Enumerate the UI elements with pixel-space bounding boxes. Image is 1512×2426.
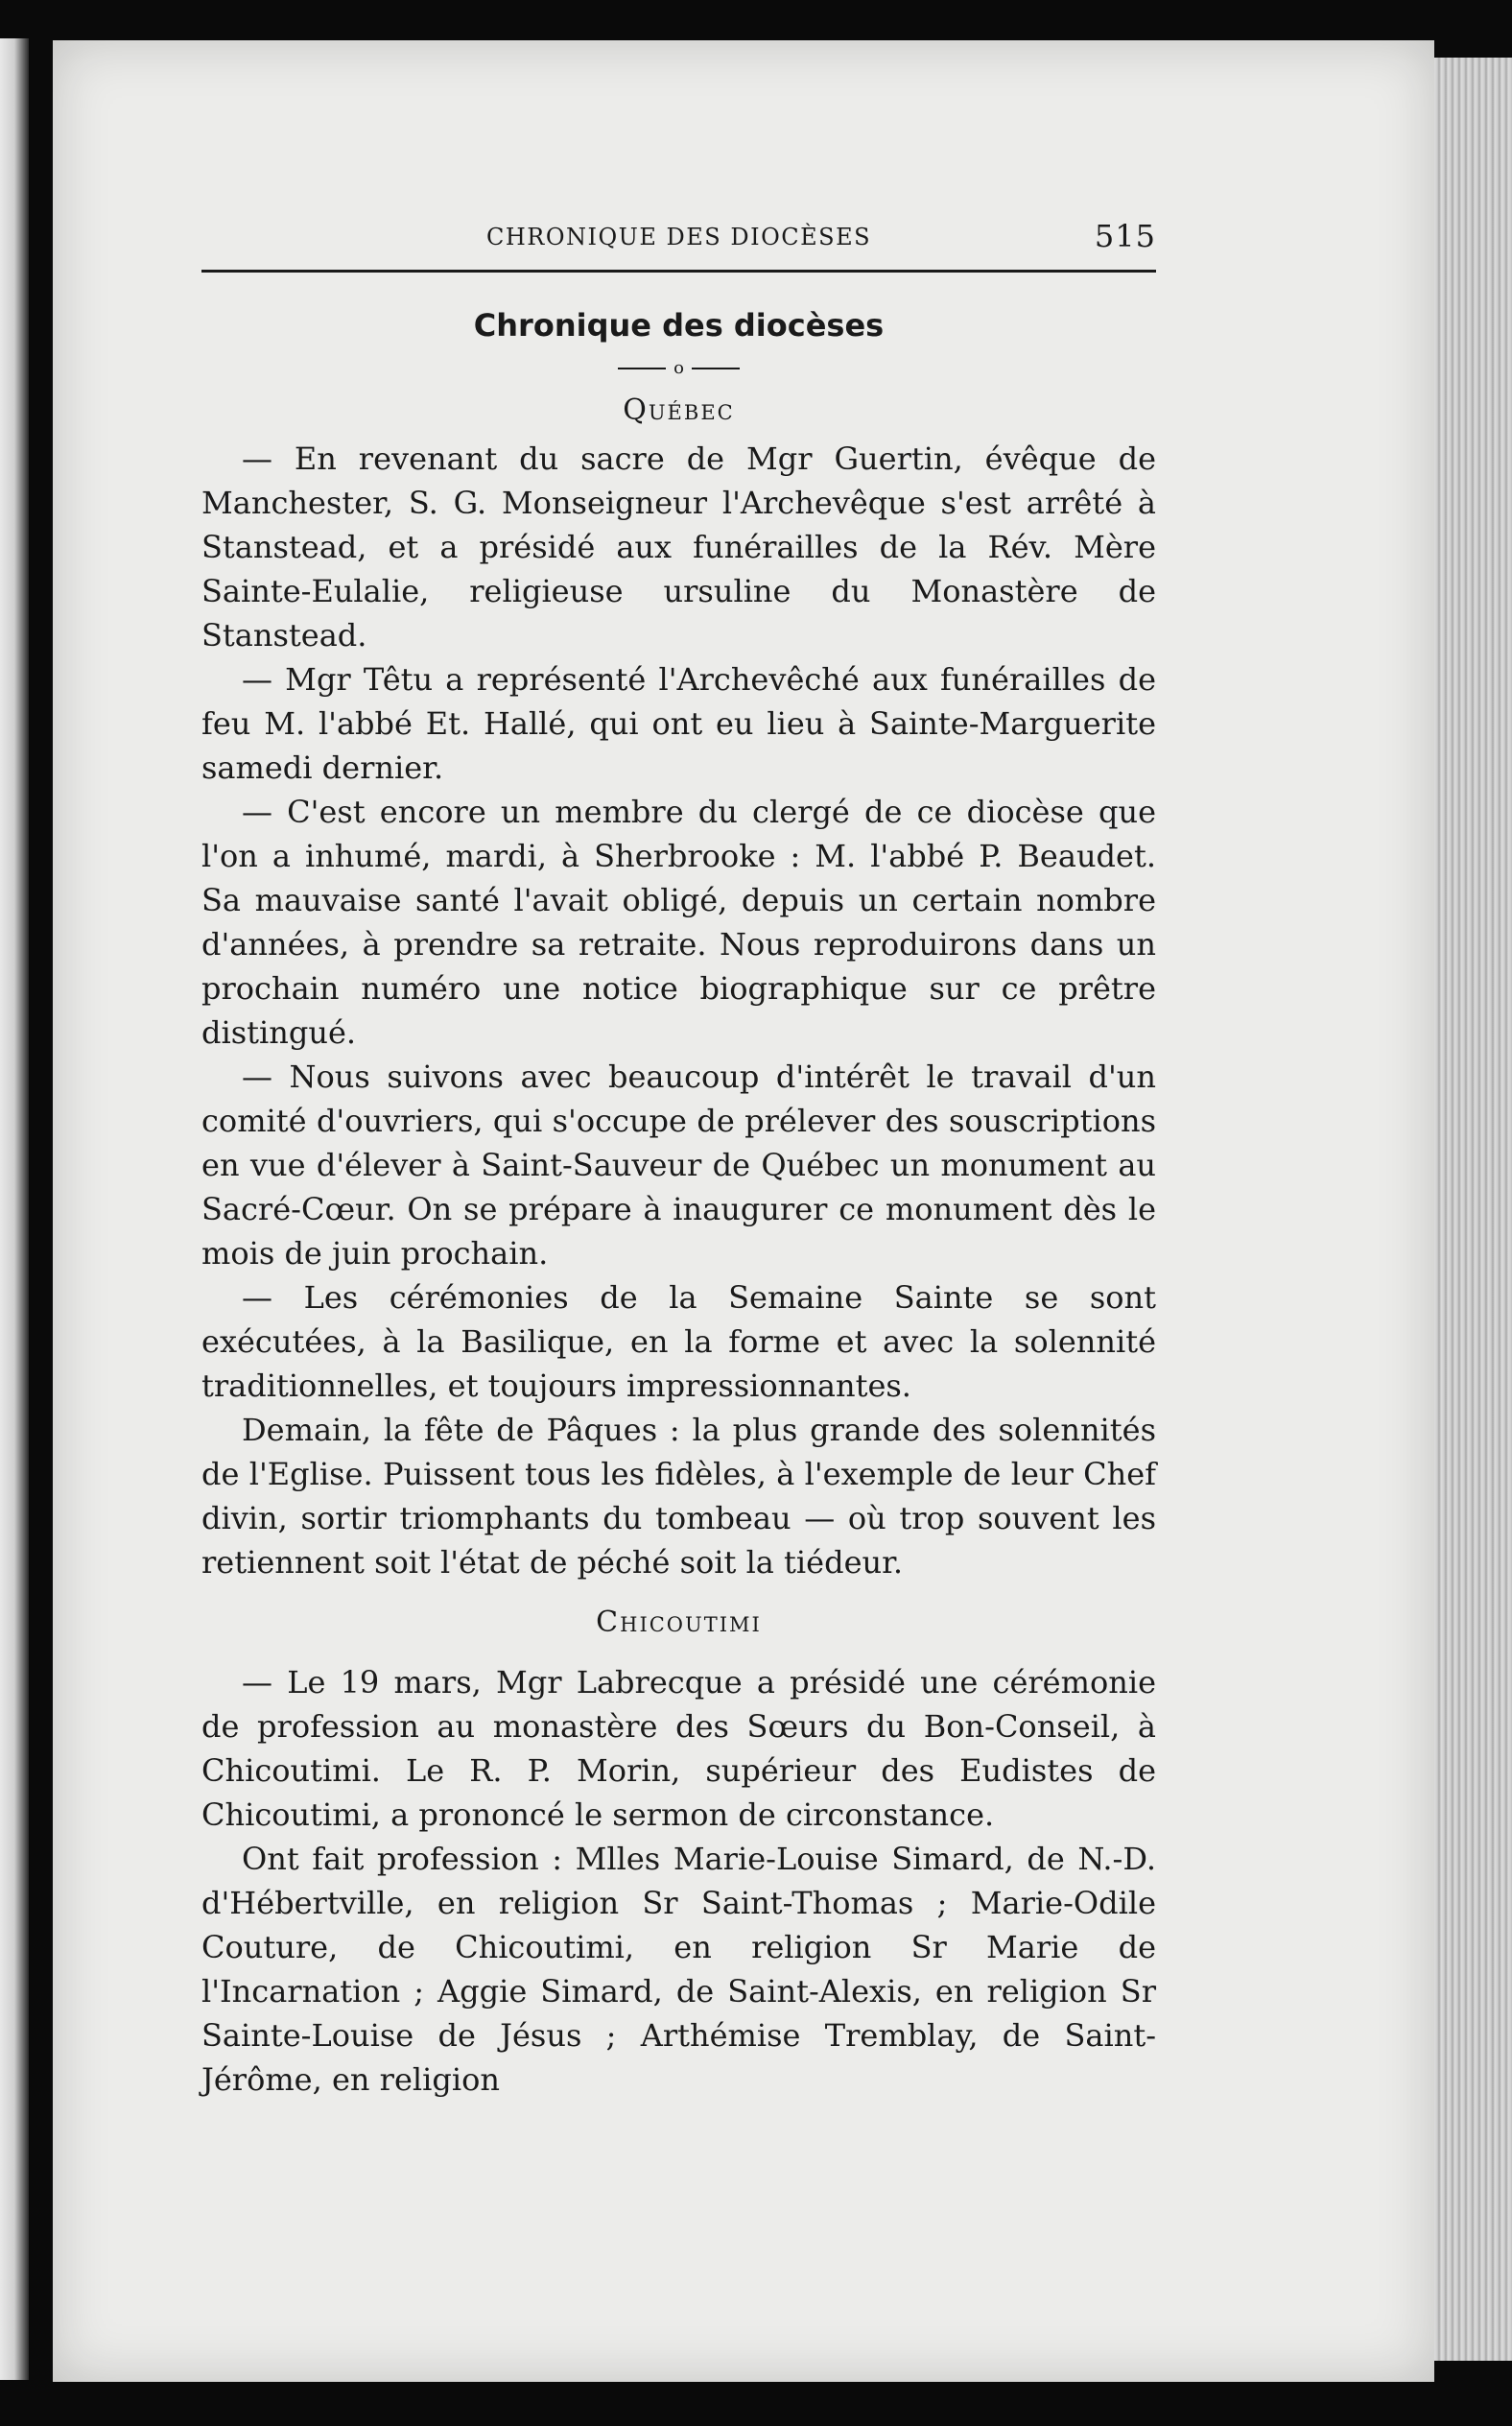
paragraph: Ont fait profession : Mlles Marie-Louise Simard, de N.-D. d'Hébertville, en religion Sr Saint-Thomas ; Marie-Odile Couture, de Chicoutimi, en religion Sr Marie de l'Incarnation ; Aggie Simard, de Saint-Alexis, en religion Sr Sainte-Louise de Jésus ; Arthémise Tremblay, de Saint-Jérôme, en religion (201, 1841, 1156, 2098)
paragraph: — Nous suivons avec beaucoup d'intérêt le travail d'un comité d'ouvriers, qui s'occupe de prélever des souscriptions en vue d'élever à Saint-Sauveur de Québec un monument au Sacré-Cœur. On se prépare à inaugurer ce monument dès le mois de juin prochain. (201, 1058, 1156, 1272)
paragraph: — Le 19 mars, Mgr Labrecque a présidé une cérémonie de profession au monastère des Sœurs du Bon-Conseil, à Chicoutimi. Le R. P. Morin, supérieur des Eudistes de Chicoutimi, a prononcé le sermon de circonstance. (201, 1664, 1156, 1833)
subheading-quebec: Québec (623, 393, 735, 427)
ornament-divider (201, 353, 1156, 380)
text-block (201, 216, 1156, 2102)
ornament-line-right (692, 368, 740, 369)
paragraph: — C'est encore un membre du clergé de ce diocèse que l'on a inhumé, mardi, à Sherbrooke : M. l'abbé P. Beaudet. Sa mauvaise santé l'avait obligé, depuis un certain nombre d'années, à prendre sa retraite. Nous reproduirons dans un prochain numéro une notice biographique sur ce prêtre distingué. (201, 794, 1156, 1051)
page-stack-edge (1434, 58, 1512, 2361)
section-title: Chronique des diocèses (473, 307, 885, 344)
ornament-circle: o (673, 358, 684, 378)
paragraph: Demain, la fête de Pâques : la plus grande des solennités de l'Eglise. Puissent tous les fidèles, à l'exemple de leur Chef divin, sortir triomphants du tombeau — où trop souvent les retiennent soit l'état de péché soit la tiédeur. (201, 1412, 1156, 1581)
paragraph: — Mgr Têtu a représenté l'Archevêché aux funérailles de feu M. l'abbé Et. Hallé, qui ont eu lieu à Sainte-Marguerite samedi dernier. (201, 661, 1156, 786)
page-number: 515 (1094, 218, 1156, 254)
ornament-line-left (618, 368, 666, 369)
running-head (201, 216, 1156, 254)
paragraph: — Les cérémonies de la Semaine Sainte se sont exécutées, à la Basilique, en la forme et avec la solennité traditionnelles, et toujours impressionnantes. (201, 1279, 1156, 1404)
header-rule (201, 270, 1156, 273)
paragraph: — En revenant du sacre de Mgr Guertin, évêque de Manchester, S. G. Monseigneur l'Archevêque s'est arrêté à Stanstead, et a présidé aux funérailles de la Rév. Mère Sainte-Eulalie, religieuse ursuline du Monastère de Stanstead. (201, 440, 1156, 654)
running-title: CHRONIQUE DES DIOCÈSES (485, 224, 872, 250)
subheading-chicoutimi: Chicoutimi (596, 1605, 762, 1639)
facing-page-edge (0, 38, 29, 2380)
